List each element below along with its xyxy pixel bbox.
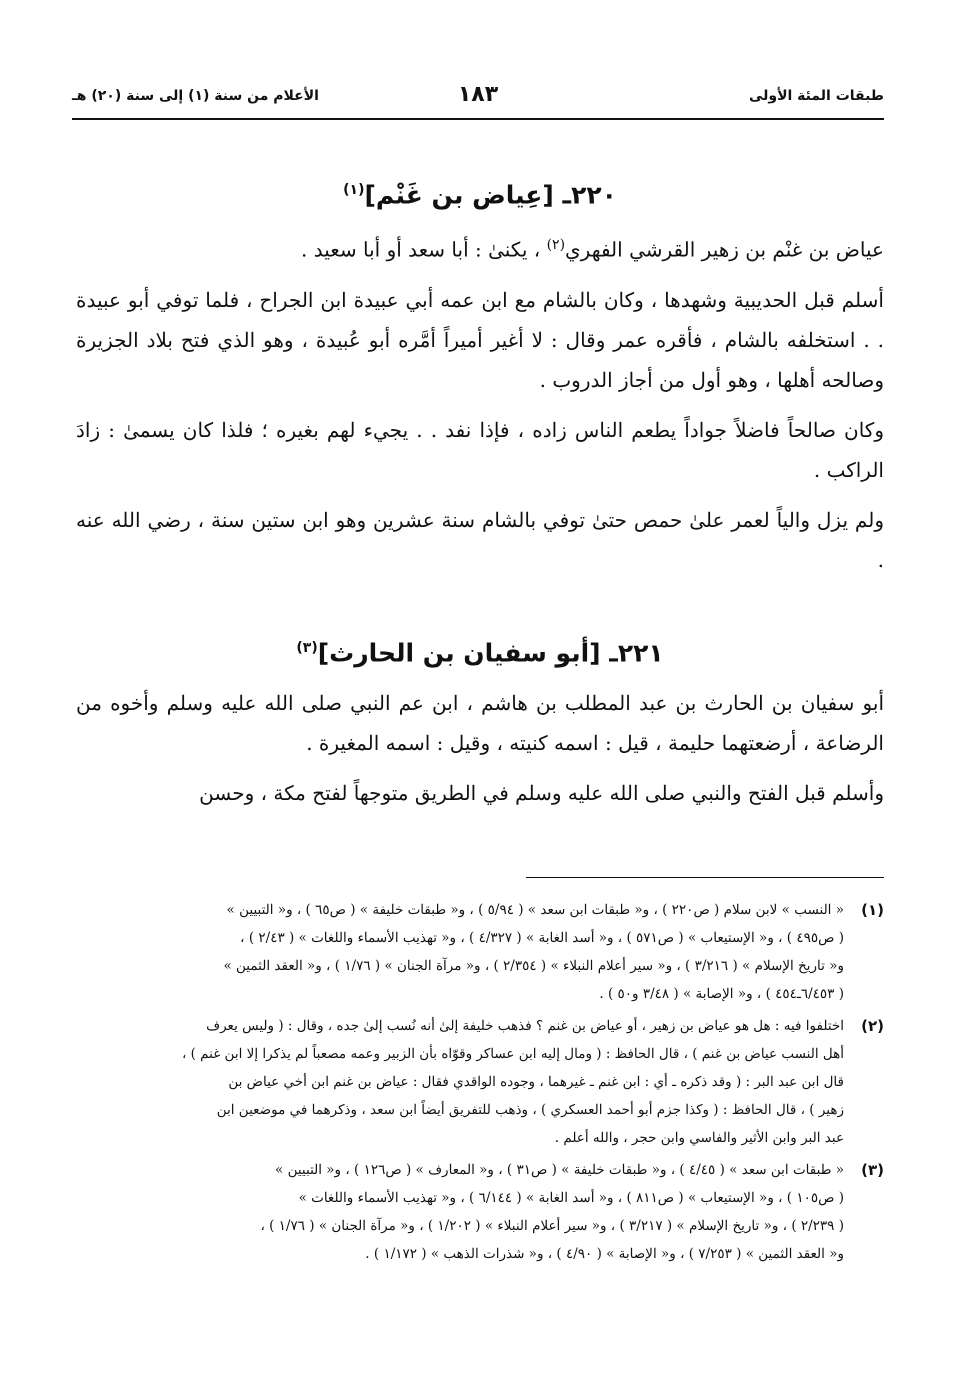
footnote-text (76, 1012, 844, 1152)
footnote-line: عبد البر وابن الأثير والفاسي وابن حجر ، والله أعلم . (554, 1130, 844, 1146)
footnote-1 (76, 896, 884, 1008)
footnote-ref[interactable]: (١) (343, 182, 365, 198)
paragraph: ولم يزل والياً لعمر علىٰ حمص حتىٰ توفي بالشام سنة عشرين وهو ابن ستين سنة ، رضي الله عنه . (76, 507, 884, 572)
footnote-number: (٣) (861, 1161, 884, 1179)
footnote-ref[interactable]: (٢) (546, 237, 566, 254)
footnote-ref[interactable]: (٣) (296, 639, 318, 656)
running-header (72, 82, 884, 116)
footnote-3 (76, 1156, 884, 1268)
footnote-line: أهل النسب عياض بن غنم ) ، قال الحافظ : ( ومال إليه ابن عساكر وقوّاه بأن الزبير وعمه مصعباً لم يذكرا إلا ابن غنم ) ، (181, 1046, 844, 1062)
footnote-line: ( ص١٠٥ ) ، و« الإستيعاب » ( ص٨١١ ) ، و« أسد الغابة » ( ٦/١٤٤ ) ، و« تهذيب الأسماء واللغات » (298, 1190, 844, 1206)
paragraph: أبو سفيان بن الحارث بن عبد المطلب بن هاشم ، ابن عم النبي صلى الله عليه وسلم وأخوه من الرضاعة ، أرضعتهما حليمة ، قيل : اسمه كنيته ، وقيل : اسمه المغيرة . (76, 691, 884, 756)
footnote-text (76, 1156, 844, 1268)
entry-title (76, 170, 884, 215)
biography-entry-221 (76, 628, 884, 813)
paragraph: وأسلم قبل الفتح والنبي صلى الله عليه وسلم في الطريق متوجهاً لفتح مكة ، وحسن (199, 781, 884, 806)
footnote-number: (٢) (861, 1017, 884, 1035)
paragraph-text-continued: ، يكنىٰ : أبا سعد أو أبا سعيد . (300, 237, 547, 262)
footnotes-section (76, 896, 884, 1272)
footnote-line: ( ٢/٢٣٩ ) ، و« تاريخ الإسلام » ( ٣/٢١٧ ) ، و« سير أعلام النبلاء » ( ١/٢٠٢ ) ، و« مرآة الجنان » ( ١/٧٦ ) ، (260, 1218, 844, 1234)
footnote-text (76, 896, 844, 1008)
footnote-number: (١) (861, 901, 884, 919)
paragraph (76, 225, 884, 270)
paragraph-text: عياض بن غنْم بن زهير القرشي الفهري (565, 237, 884, 262)
entry-title-text: ٢٢٠ـ [عِياض بن غَنْم] (364, 180, 617, 210)
footnote-line: « النسب » لابن سلام ( ص٢٢٠ ) ، و« طبقات ابن سعد » ( ٥/٩٤ ) ، و« طبقات خليفة » ( ص٦٥ ) ، و« التبيين » (226, 902, 844, 918)
footnote-2 (76, 1012, 884, 1152)
footnote-line: و« تاريخ الإسلام » ( ٣/٢١٦ ) ، و« سير أعلام النبلاء » ( ٢/٣٥٤ ) ، و« مرآة الجنان » ( ١/٧٦ ) ، و« العقد الثمين » (223, 958, 844, 974)
footnote-line: و« العقد الثمين » ( ٧/٢٥٣ ) ، و« الإصابة » ( ٤/٩٠ ) ، و« شذرات الذهب » ( ١/١٧٢ ) . (365, 1246, 844, 1262)
footnote-line: اختلفوا فيه : هل هو عياض بن زهير ، أو عياض بن غنم ؟ فذهب خليفة إلىٰ أنه نُسب إلىٰ جده ، وقال : ( وليس يعرف (206, 1018, 844, 1034)
page-number: ١٨٣ (457, 82, 499, 107)
header-divider (72, 118, 884, 120)
book-title: طبقات المئة الأولى (748, 88, 884, 104)
entry-title-text: ٢٢١ـ [أبو سفيان بن الحارث] (317, 638, 664, 668)
entry-spacer (76, 590, 884, 628)
entry-title (76, 628, 884, 673)
footnote-line: ( ٦/٤٥٣ـ٤٥٤ ) ، و« الإصابة » ( ٣/٤٨ و٥٠ ) . (599, 986, 844, 1002)
footnote-line: زهير ) ، قال الحافظ : ( وكذا جزم أبو أحمد العسكري ) ، وذهب للتفريق أيضاً ابن سعد ، وذكرهما في موضعين ابن (216, 1102, 844, 1118)
paragraph: أسلم قبل الحديبية وشهدها ، وكان بالشام مع ابن عمه أبي عبيدة ابن الجراح ، فلما توفي أبو عبيدة . . استخلفه بالشام ، فأقره عمر وقال : لا أغير أميراً أمَّره أبو عُبيدة ، وهو الذي فتح بلاد الجزيرة وصالحه أهلها ، وهو أول من أجاز الدروب . (76, 287, 884, 392)
footnote-divider (526, 877, 884, 878)
footnote-line: قال ابن عبد البر : ( وقد ذكره ـ أي : ابن غنم ـ غيرهما ، وجوده الواقدي فقال : عياض بن غنم ابن أخي عياض بن (228, 1074, 844, 1090)
footnote-line: « طبقات ابن سعد » ( ٤/٤٥ ) ، و« طبقات خليفة » ( ص٣١ ) ، و« المعارف » ( ص١٢٦ ) ، و« التبيين » (275, 1162, 844, 1178)
paragraph: وكان صالحاً فاضلاً جواداً يطعم الناس زاده ، فإذا نفد . . يجيء لهم بغيره ؛ فلذا كان يسمىٰ : زادَ الراكب . (76, 417, 884, 482)
range-title: الأعلام من سنة (١) إلى سنة (٢٠) هـ (72, 88, 319, 104)
biography-entry-220 (76, 170, 884, 580)
main-content (76, 170, 884, 823)
footnote-line: ( ص٤٩٥ ) ، و« الإستيعاب » ( ص٥٧١ ) ، و« أسد الغابة » ( ٤/٣٢٧ ) ، و« تهذيب الأسماء واللغات » ( ٢/٤٣ ) ، (240, 930, 844, 946)
